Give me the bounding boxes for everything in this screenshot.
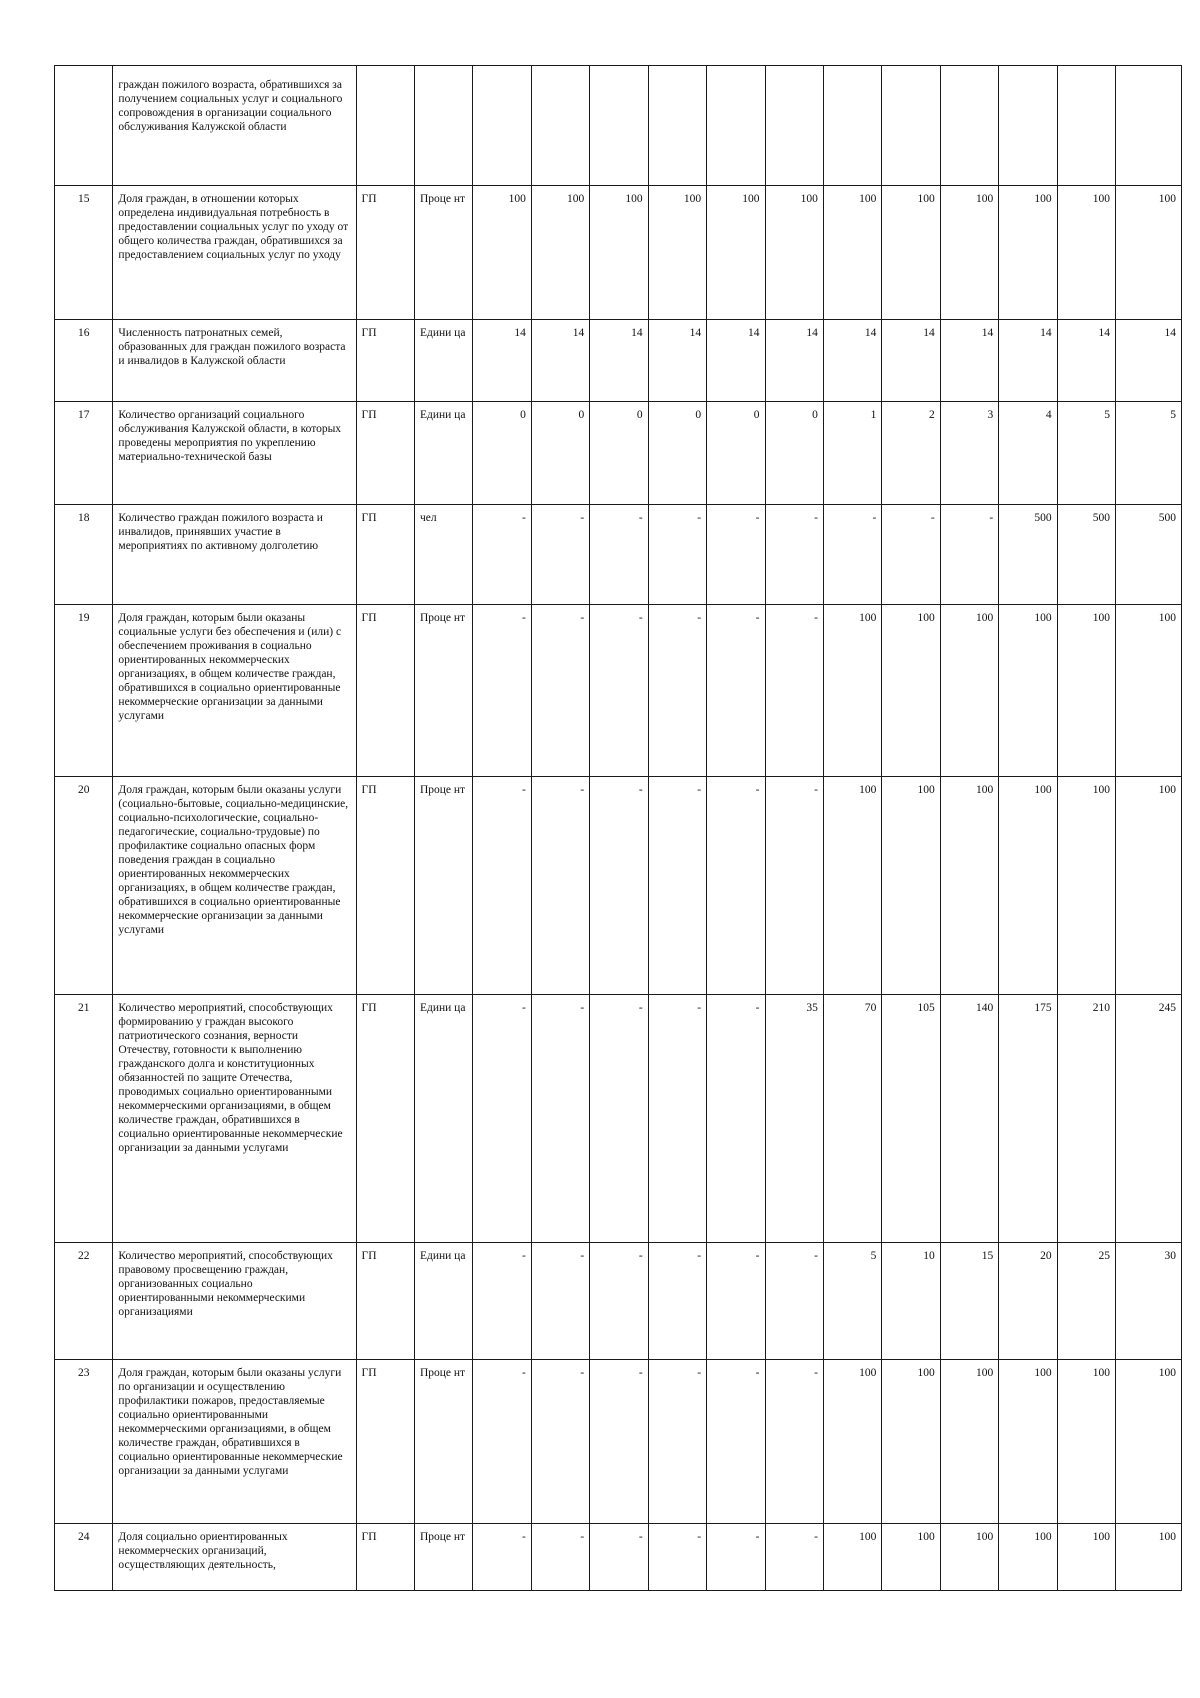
value-cell: - bbox=[648, 777, 706, 995]
row-number: 18 bbox=[55, 505, 113, 605]
value-cell: - bbox=[765, 1243, 823, 1360]
value-cell: 5 bbox=[1057, 402, 1115, 505]
indicator-name: Количество мероприятий, способствующих формированию у граждан высокого патриотического сознания, верности Отечеству, готовности к выполнению гражданского долга и конституционных обязанностей по защите Отечества, проводимых социально ориентированными некоммерческими организациями, в общем количестве граждан, обратившихся в социально ориентированные некоммерческие организации за данными услугами bbox=[113, 995, 356, 1243]
row-number: 17 bbox=[55, 402, 113, 505]
value-cell bbox=[1116, 66, 1182, 186]
value-cell bbox=[882, 66, 940, 186]
value-cell: - bbox=[707, 605, 765, 777]
value-cell: 14 bbox=[1116, 320, 1182, 402]
value-cell: 100 bbox=[1057, 605, 1115, 777]
value-cell: 100 bbox=[882, 1524, 940, 1591]
indicator-unit: Едини ца bbox=[414, 320, 472, 402]
table-row bbox=[55, 995, 1182, 1243]
indicator-name: Количество мероприятий, способствующих правовому просвещению граждан, организованных социально ориентированными некоммерческими организациями bbox=[113, 1243, 356, 1360]
value-cell: 4 bbox=[999, 402, 1057, 505]
indicator-source: ГП bbox=[356, 605, 414, 777]
value-cell: - bbox=[648, 1243, 706, 1360]
row-number: 16 bbox=[55, 320, 113, 402]
indicator-name: Доля граждан, которым были оказаны услуги (социально-бытовые, социально-медицинские, социально-психологические, социально-педагогические, социально-трудовые) по профилактике социально опасных форм поведения граждан в социально ориентированных некоммерческих организациях, в общем количестве граждан, обратившихся в социально ориентированные некоммерческие организации за данными услугами bbox=[113, 777, 356, 995]
value-cell: 100 bbox=[940, 777, 998, 995]
value-cell: - bbox=[648, 1524, 706, 1591]
value-cell: - bbox=[590, 1360, 648, 1524]
value-cell: 100 bbox=[882, 186, 940, 320]
value-cell: - bbox=[531, 605, 589, 777]
value-cell: - bbox=[531, 1243, 589, 1360]
indicator-unit: чел bbox=[414, 505, 472, 605]
value-cell: - bbox=[590, 1524, 648, 1591]
value-cell: - bbox=[590, 605, 648, 777]
value-cell: 20 bbox=[999, 1243, 1057, 1360]
value-cell: 175 bbox=[999, 995, 1057, 1243]
value-cell: 100 bbox=[1116, 1524, 1182, 1591]
value-cell: - bbox=[473, 1524, 531, 1591]
value-cell: - bbox=[473, 505, 531, 605]
table-row bbox=[55, 320, 1182, 402]
indicator-unit: Проце нт bbox=[414, 777, 472, 995]
value-cell: - bbox=[648, 605, 706, 777]
value-cell: 0 bbox=[531, 402, 589, 505]
indicator-name: Доля граждан, которым были оказаны услуги по организации и осуществлению профилактики пожаров, предоставляемые социально ориентированными некоммерческими организациями, в общем количестве граждан, обратившихся в социально ориентированные некоммерческие организации за данными услугами bbox=[113, 1360, 356, 1524]
value-cell bbox=[707, 66, 765, 186]
value-cell: 100 bbox=[648, 186, 706, 320]
indicator-unit: Проце нт bbox=[414, 1360, 472, 1524]
value-cell: - bbox=[590, 777, 648, 995]
row-number: 19 bbox=[55, 605, 113, 777]
value-cell: - bbox=[765, 605, 823, 777]
row-number: 23 bbox=[55, 1360, 113, 1524]
value-cell: - bbox=[707, 995, 765, 1243]
value-cell: - bbox=[707, 1524, 765, 1591]
value-cell: 25 bbox=[1057, 1243, 1115, 1360]
value-cell: 5 bbox=[1116, 402, 1182, 505]
value-cell: 100 bbox=[940, 1360, 998, 1524]
value-cell: - bbox=[707, 505, 765, 605]
value-cell: 14 bbox=[707, 320, 765, 402]
value-cell: 100 bbox=[999, 777, 1057, 995]
table-row bbox=[55, 402, 1182, 505]
value-cell: 2 bbox=[882, 402, 940, 505]
value-cell: - bbox=[531, 1360, 589, 1524]
value-cell: - bbox=[531, 995, 589, 1243]
indicator-unit: Едини ца bbox=[414, 1243, 472, 1360]
value-cell: 100 bbox=[882, 1360, 940, 1524]
value-cell: 70 bbox=[823, 995, 881, 1243]
value-cell: 210 bbox=[1057, 995, 1115, 1243]
value-cell: 100 bbox=[999, 186, 1057, 320]
value-cell: 100 bbox=[940, 605, 998, 777]
value-cell: - bbox=[765, 505, 823, 605]
value-cell: 14 bbox=[765, 320, 823, 402]
table-row bbox=[55, 1360, 1182, 1524]
value-cell: - bbox=[531, 777, 589, 995]
row-number: 21 bbox=[55, 995, 113, 1243]
value-cell: 14 bbox=[1057, 320, 1115, 402]
value-cell bbox=[648, 66, 706, 186]
value-cell bbox=[531, 66, 589, 186]
indicator-name: Доля граждан, которым были оказаны социальные услуги без обеспечения и (или) с обеспечением проживания в социально ориентированных некоммерческих организациях, в общем количестве граждан, обратившихся в социально ориентированные некоммерческие организации за данными услугами bbox=[113, 605, 356, 777]
value-cell: 14 bbox=[999, 320, 1057, 402]
row-number: 22 bbox=[55, 1243, 113, 1360]
value-cell: 100 bbox=[882, 605, 940, 777]
value-cell: - bbox=[531, 1524, 589, 1591]
value-cell: 1 bbox=[823, 402, 881, 505]
table-row bbox=[55, 777, 1182, 995]
value-cell bbox=[473, 66, 531, 186]
value-cell: - bbox=[590, 1243, 648, 1360]
value-cell: 0 bbox=[473, 402, 531, 505]
indicator-source: ГП bbox=[356, 505, 414, 605]
indicator-name: Количество организаций социального обслуживания Калужской области, в которых проведены мероприятия по укреплению материально-технической базы bbox=[113, 402, 356, 505]
value-cell: - bbox=[765, 1524, 823, 1591]
indicator-source: ГП bbox=[356, 186, 414, 320]
value-cell: 100 bbox=[707, 186, 765, 320]
value-cell: - bbox=[940, 505, 998, 605]
table-row bbox=[55, 186, 1182, 320]
value-cell: 100 bbox=[1116, 777, 1182, 995]
value-cell: 100 bbox=[1116, 1360, 1182, 1524]
value-cell: - bbox=[765, 777, 823, 995]
indicator-unit: Проце нт bbox=[414, 186, 472, 320]
value-cell: - bbox=[590, 995, 648, 1243]
value-cell: - bbox=[473, 1360, 531, 1524]
value-cell: 100 bbox=[823, 186, 881, 320]
value-cell: - bbox=[823, 505, 881, 605]
value-cell: 100 bbox=[823, 1360, 881, 1524]
row-number: 15 bbox=[55, 186, 113, 320]
value-cell: - bbox=[531, 505, 589, 605]
value-cell: 0 bbox=[765, 402, 823, 505]
value-cell: - bbox=[473, 777, 531, 995]
indicator-name: граждан пожилого возраста, обратившихся за получением социальных услуг и социального сопровождения в организации социального обслуживания Калужской области bbox=[113, 66, 356, 186]
value-cell: 14 bbox=[648, 320, 706, 402]
value-cell: 100 bbox=[1057, 777, 1115, 995]
value-cell: 100 bbox=[823, 777, 881, 995]
value-cell: 100 bbox=[823, 1524, 881, 1591]
table-row bbox=[55, 1524, 1182, 1591]
value-cell: - bbox=[590, 505, 648, 605]
value-cell: 105 bbox=[882, 995, 940, 1243]
table-body bbox=[55, 66, 1182, 1591]
value-cell: 100 bbox=[999, 605, 1057, 777]
value-cell: 100 bbox=[1116, 186, 1182, 320]
value-cell: - bbox=[882, 505, 940, 605]
value-cell: 35 bbox=[765, 995, 823, 1243]
value-cell: 100 bbox=[1116, 605, 1182, 777]
value-cell: - bbox=[473, 995, 531, 1243]
table-row bbox=[55, 505, 1182, 605]
indicator-unit: Едини ца bbox=[414, 402, 472, 505]
value-cell: 14 bbox=[940, 320, 998, 402]
table-row bbox=[55, 1243, 1182, 1360]
value-cell bbox=[1057, 66, 1115, 186]
indicator-name: Количество граждан пожилого возраста и инвалидов, принявших участие в мероприятиях по активному долголетию bbox=[113, 505, 356, 605]
value-cell: - bbox=[648, 505, 706, 605]
indicator-source: ГП bbox=[356, 320, 414, 402]
value-cell: 5 bbox=[823, 1243, 881, 1360]
value-cell: 100 bbox=[1057, 1360, 1115, 1524]
value-cell: 15 bbox=[940, 1243, 998, 1360]
indicator-name: Доля социально ориентированных некоммерческих организаций, осуществляющих деятельность, bbox=[113, 1524, 356, 1591]
value-cell bbox=[823, 66, 881, 186]
value-cell: 14 bbox=[823, 320, 881, 402]
value-cell: 14 bbox=[590, 320, 648, 402]
value-cell: - bbox=[707, 1243, 765, 1360]
value-cell: 100 bbox=[940, 186, 998, 320]
value-cell: 100 bbox=[940, 1524, 998, 1591]
value-cell bbox=[940, 66, 998, 186]
value-cell: 500 bbox=[999, 505, 1057, 605]
value-cell: 14 bbox=[882, 320, 940, 402]
indicator-name: Доля граждан, в отношении которых определена индивидуальная потребность в предоставлении социальных услуг по уходу от общего количества граждан, обратившихся за предоставлением социальных услуг по уходу bbox=[113, 186, 356, 320]
value-cell: 100 bbox=[999, 1524, 1057, 1591]
row-number: 20 bbox=[55, 777, 113, 995]
indicator-source: ГП bbox=[356, 1524, 414, 1591]
indicator-unit: Проце нт bbox=[414, 605, 472, 777]
value-cell: 100 bbox=[882, 777, 940, 995]
value-cell: 10 bbox=[882, 1243, 940, 1360]
value-cell: 14 bbox=[531, 320, 589, 402]
value-cell: 0 bbox=[707, 402, 765, 505]
value-cell: - bbox=[473, 1243, 531, 1360]
value-cell: 140 bbox=[940, 995, 998, 1243]
value-cell: 500 bbox=[1057, 505, 1115, 605]
indicator-unit bbox=[414, 66, 472, 186]
indicator-source: ГП bbox=[356, 995, 414, 1243]
value-cell: 100 bbox=[999, 1360, 1057, 1524]
indicator-unit: Проце нт bbox=[414, 1524, 472, 1591]
value-cell: 100 bbox=[590, 186, 648, 320]
indicator-name: Численность патронатных семей, образованных для граждан пожилого возраста и инвалидов в Калужской области bbox=[113, 320, 356, 402]
value-cell: 0 bbox=[648, 402, 706, 505]
value-cell bbox=[590, 66, 648, 186]
value-cell: 3 bbox=[940, 402, 998, 505]
value-cell: 100 bbox=[473, 186, 531, 320]
value-cell: - bbox=[765, 1360, 823, 1524]
value-cell bbox=[999, 66, 1057, 186]
value-cell: 100 bbox=[1057, 1524, 1115, 1591]
value-cell: 14 bbox=[473, 320, 531, 402]
row-number: 24 bbox=[55, 1524, 113, 1591]
value-cell: - bbox=[707, 1360, 765, 1524]
row-number bbox=[55, 66, 113, 186]
value-cell: - bbox=[648, 995, 706, 1243]
indicator-source: ГП bbox=[356, 1360, 414, 1524]
value-cell: 500 bbox=[1116, 505, 1182, 605]
table-row bbox=[55, 66, 1182, 186]
value-cell: 100 bbox=[1057, 186, 1115, 320]
value-cell: 30 bbox=[1116, 1243, 1182, 1360]
value-cell: 100 bbox=[531, 186, 589, 320]
indicator-source: ГП bbox=[356, 1243, 414, 1360]
value-cell: 100 bbox=[765, 186, 823, 320]
value-cell: - bbox=[648, 1360, 706, 1524]
value-cell: 100 bbox=[823, 605, 881, 777]
indicator-source: ГП bbox=[356, 402, 414, 505]
indicator-unit: Едини ца bbox=[414, 995, 472, 1243]
indicator-source bbox=[356, 66, 414, 186]
indicators-table bbox=[54, 65, 1182, 1591]
value-cell: 0 bbox=[590, 402, 648, 505]
value-cell bbox=[765, 66, 823, 186]
indicator-source: ГП bbox=[356, 777, 414, 995]
value-cell: 245 bbox=[1116, 995, 1182, 1243]
value-cell: - bbox=[473, 605, 531, 777]
value-cell: - bbox=[707, 777, 765, 995]
table-row bbox=[55, 605, 1182, 777]
